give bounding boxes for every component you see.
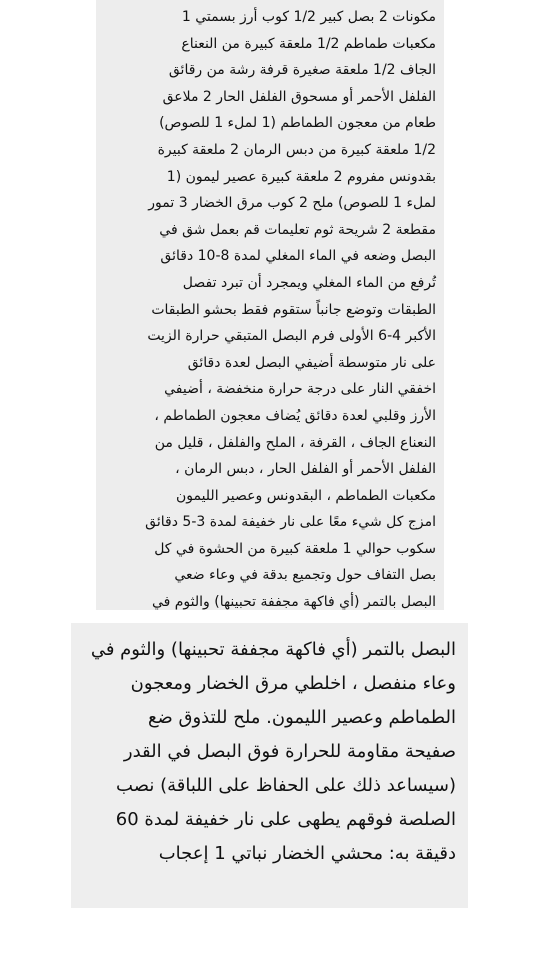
zoomed-line: دقيقة به: محشي الخضار نباتي 1 إعجاب bbox=[158, 843, 456, 864]
recipe-line: النعناع الجاف ، القرفة ، الملح والفلفل ، قليل من bbox=[154, 434, 436, 451]
recipe-line: الأرز وقلبي لعدة دقائق يُضاف معجون الطماطم ، bbox=[154, 407, 436, 424]
recipe-line: مقطعة 2 شريحة ثوم تعليمات قم بعمل شق في bbox=[159, 221, 436, 238]
recipe-line: سكوب حوالي 1 ملعقة كبيرة من الحشوة في كل bbox=[154, 540, 436, 557]
zoomed-line: وعاء منفصل ، اخلطي مرق الخضار ومعجون bbox=[130, 673, 456, 694]
recipe-line: بقدونس مفروم 2 ملعقة كبيرة عصير ليمون (1 bbox=[166, 168, 436, 185]
recipe-line: الفلفل الأحمر أو الفلفل الحار ، دبس الرمان ، bbox=[175, 461, 436, 478]
recipe-line: امزج كل شيء معًا على نار خفيفة لمدة 3-5 دقائق bbox=[145, 514, 436, 531]
recipe-text bbox=[96, 0, 444, 610]
zoomed-line: (سيساعد ذلك على الحفاظ على اللباقة) نصب bbox=[116, 775, 456, 796]
recipe-line: الأكبر 4-6 الأولى فرم البصل المتبقي حرارة الزيت bbox=[147, 328, 436, 345]
recipe-line: مكونات 2 بصل كبير 1/2 كوب أرز بسمتي 1 bbox=[181, 9, 436, 25]
recipe-line: الفلفل الأحمر أو مسحوق الفلفل الحار 2 ملاعق bbox=[162, 88, 436, 105]
recipe-line: البصل بالتمر (أي فاكهة مجففة تحبينها) والثوم في bbox=[151, 594, 436, 610]
zoomed-line: البصل بالتمر (أي فاكهة مجففة تحبينها) والثوم في bbox=[90, 639, 456, 660]
recipe-line: مكعبات طماطم 1/2 ملعقة كبيرة من النعناع bbox=[181, 35, 436, 52]
zoomed-line: الصلصة فوقهم يطهى على نار خفيفة لمدة 60 bbox=[115, 809, 456, 830]
recipe-line: لملء 1 للصوص) ملح 2 كوب مرق الخضار 3 تمور bbox=[148, 195, 436, 212]
recipe-line: البصل وضعه في الماء المغلي لمدة 8-10 دقائق bbox=[160, 248, 436, 265]
recipe-line: طعام من معجون الطماطم (1 لملء 1 للصوص) bbox=[159, 115, 436, 132]
recipe-line: على نار متوسطة أضيفي البصل لعدة دقائق bbox=[187, 354, 436, 371]
recipe-line: مكعبات الطماطم ، البقدونس وعصير الليمون bbox=[175, 487, 436, 504]
recipe-line: الجاف 1/2 ملعقة صغيرة قرفة رشة من رقائق bbox=[168, 62, 436, 79]
recipe-line: الطبقات وتوضع جانباً ستقوم فقط بحشو الطبقات bbox=[151, 301, 436, 318]
zoomed-text bbox=[71, 623, 468, 871]
recipe-text-panel bbox=[96, 0, 444, 610]
zoomed-text-panel bbox=[71, 623, 468, 908]
recipe-line: تُرفع من الماء المغلي ويمجرد أن تبرد تفصل bbox=[182, 274, 436, 291]
recipe-line: اخفقي النار على درجة حرارة منخفضة ، أضيفي bbox=[164, 381, 436, 398]
zoomed-line: الطماطم وعصير الليمون. ملح للتذوق ضع bbox=[147, 707, 456, 728]
recipe-line: 1/2 ملعقة كبيرة من دبس الرمان 2 ملعقة كبيرة bbox=[157, 141, 436, 158]
recipe-line: بصل التفاف حول وتجميع بدقة في وعاء ضعي bbox=[174, 567, 436, 584]
zoomed-line: صفيحة مقاومة للحرارة فوق البصل في القدر bbox=[123, 741, 456, 762]
